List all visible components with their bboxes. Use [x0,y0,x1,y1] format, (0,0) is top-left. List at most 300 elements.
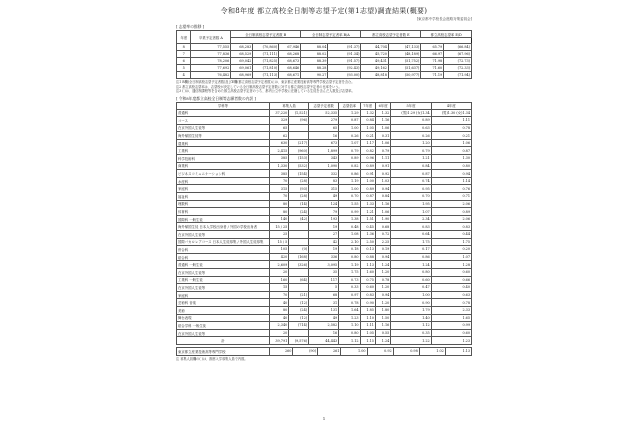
cell-app: 336 [309,253,339,261]
cell-y6: 1.24 [375,261,390,269]
cell-a: 77,692 [191,65,231,72]
cell-y7: 0.96 [360,155,375,163]
cell-app: 19 [309,246,339,254]
cell-ratio: 0.99 [339,208,360,216]
cell-y7: 1.21 [360,208,375,216]
tech-y7: 0.92 [367,347,393,355]
cell-y6: 1.50 [375,314,390,322]
cell-cap: 2,609 [270,261,289,269]
cell-cap: 329 [270,117,289,125]
cell-ratio: 0.48 [339,223,360,231]
cell-capp: (24) [289,306,309,314]
cell-y5: 0.35 [391,329,431,337]
cell-capp: (532) [289,162,309,170]
cell-y6: 0.55 [375,329,390,337]
cell-y5: 1.40 [391,314,431,322]
cell-y5: 0.26 [391,132,431,140]
trend-table [176,30,472,79]
cell-capp [289,284,309,292]
cell-app: 31 [309,299,339,307]
cell-name: 海外帰国生徒等 [177,132,270,140]
cell-y6: 0.31 [375,132,390,140]
cell-cap: 385 [270,170,289,178]
cell-ep: (50,977) [388,72,420,79]
cell-app: 2,582 [309,322,339,330]
header-applicants: 志望予定者数 [309,102,339,109]
cell-y7: 0.89 [360,162,375,170]
cell-y4: 0.60 [431,329,471,337]
cell-y6: 1.20 [375,284,390,292]
cell-ep: (51,752) [388,58,420,65]
cell-y7: 0.87 [360,193,375,201]
cell-capp: (12) [289,299,309,307]
cell-ratio: 0.70 [339,193,360,201]
cell-y6: 0.94 [375,291,390,299]
cell-capp: (28) [289,177,309,185]
cell-y6: 0.94 [375,185,390,193]
table-row [177,185,472,193]
tech-y4: 1.13 [445,347,471,355]
cell-y5: 0.86 [391,253,431,261]
cell-capp: (24) [289,208,309,216]
cell-cap: 15 / 5 [270,238,289,246]
cell-y5: 0.84 [391,162,431,170]
cell-name: 家庭科 [177,291,270,299]
cell-y5: 1.79 [391,306,431,314]
cell-ratio: 1.29 [339,109,360,117]
table-row [177,44,472,51]
cell-y7: 1.00 [360,177,375,185]
cell-cap: 15 [270,284,289,292]
cell-app: 673 [309,139,339,147]
cell-y4: 1.06 [431,139,471,147]
cell-name: 科学技術科 [177,155,270,163]
cell-capp: (42) [289,215,309,223]
cell-capp: (960) [289,147,309,155]
cell-y6: 0.91 [375,162,390,170]
cell-capp: (217) [289,139,309,147]
cell-y5: 0.64 [391,231,431,239]
cell-y4: 1.28 [431,261,471,269]
cell-ratio: 1.55 [339,200,360,208]
page-number: 1 [322,416,326,421]
cell-name: 総合科 [177,253,270,261]
cell-capp [289,238,309,246]
cell-y6: 1.20 [375,268,390,276]
cell-name: 工業科 [177,147,270,155]
table-row [177,162,472,170]
cell-cap: 105 [270,246,289,254]
cell-a: 78,206 [191,58,231,65]
cell-y5: 0.79 [391,147,431,155]
cell-ratio: 1.00 [339,124,360,132]
cell-capp [289,268,309,276]
cell-y7: 0.75 [360,276,375,284]
header-e: 都立高校志望予定者数 E [361,31,421,38]
cell-name: 在京外国人生徒等 [177,124,270,132]
cell-name: 芸術科 音楽 [177,299,270,307]
table-row [177,117,472,125]
section2-note: 注 募集人員欄の( )は、推薦入学募集人員で内数。 [176,356,248,361]
cell-ep: (48,189) [388,51,420,58]
cell-ratio: 1.19 [339,261,360,269]
cell-y4: 1.11 [431,117,471,125]
header-dept: 学科等 [177,102,270,109]
tech-capp: (90) [293,347,318,355]
breakdown-table [176,102,472,345]
cell-y4: 0.71 [431,193,471,201]
cell-r: 88.04 [301,44,328,51]
cell-name: 国際バカロレアコース 日本人生徒募集 / 外国人生徒募集 [177,238,270,246]
section1-notes [176,80,472,94]
cell-capp [289,124,309,132]
cell-name: 国際科 一般生徒 [177,215,270,223]
cell-ratio: 0.78 [339,299,360,307]
cell-capp: (96) [289,117,309,125]
cell-r: 88.28 [301,65,328,72]
cell-y4: 2.33 [431,306,471,314]
cell-cap: 315 [270,185,289,193]
cell-cap: 420 [270,253,289,261]
table-row [177,268,472,276]
table-row [177,337,472,345]
cell-e: 49,162 [361,65,389,72]
cell-capp: (153) [289,155,309,163]
cell-name: 水産科 [177,177,270,185]
cell-app: 79 [309,208,339,216]
cell-ratio: 0.86 [339,170,360,178]
cell-a: 77,555 [191,44,231,51]
cell-ratio: 0.80 [339,329,360,337]
cell-year: 6 [177,58,191,65]
cell-rp: (91.34) [328,51,361,58]
cell-y5: 0.80 [391,268,431,276]
table-row [177,284,472,292]
cell-y7: 0.13 [360,246,375,254]
cell-y5: 1.75 [391,238,431,246]
cell-y6: 0.92 [375,170,390,178]
cell-app: 49 [309,193,339,201]
cell-y7: 2.50 [360,238,375,246]
header-year: 年度 [177,31,191,44]
cell-y4: 0.80 [431,162,471,170]
table-row [177,261,472,269]
cell-y6: 1.16 [375,322,390,330]
cell-y6: 0.79 [375,147,390,155]
cell-app: 16 [309,329,339,337]
cell-capp: (28) [289,193,309,201]
cell-y6: 1.06 [375,124,390,132]
cell-cap: 80 [270,208,289,216]
cell-r: 88.02 [301,51,328,58]
tech-app: 261 [318,347,341,355]
cell-y6: 2.25 [375,238,390,246]
cell-cap: 40 [270,299,289,307]
cell-y4: 2.06 [431,200,471,208]
table-row [177,276,472,284]
cell-capp [289,223,309,231]
document-title: 令和8年度 都立高校全日制等志望予定(第1志望)調査結果(概要) [220,7,428,15]
cell-y7: 1.85 [360,306,375,314]
cell-app: 44,443 [309,337,339,345]
cell-ratio: 0.79 [339,147,360,155]
cell-capp: (168) [289,253,309,261]
cell-y5: 0.95 [391,185,431,193]
cell-y4: 0.83 [431,223,471,231]
cell-b2: 67,946 [279,44,301,51]
cell-ed: 71.60 [421,65,444,72]
table-row [177,329,472,337]
table-row [177,322,472,330]
table-row [177,200,472,208]
cell-cap: 40 [270,314,289,322]
cell-y7: 1.36 [360,231,375,239]
cell-y7: 1.11 [360,322,375,330]
header-capacity: 募集人員 [270,102,309,109]
cell-b2: 68,268 [279,51,301,58]
cell-y5: 1.20 [391,139,431,147]
cell-cap: 20 [270,329,289,337]
cell-app: 332 [309,170,339,178]
table-row [177,177,472,185]
tech-name: 東京都立産業技術高等専門学校 [177,347,270,355]
table-row [177,238,472,246]
cell-y7: 0.21 [360,132,375,140]
header-ratio: 志望倍率 [339,102,360,109]
cell-y4: 0.20 [431,246,471,254]
cell-cap: 70 [270,291,289,299]
cell-app: 83 [309,177,339,185]
tech-ratio: 1.00 [341,347,367,355]
cell-app: 1,090 [309,162,339,170]
cell-name: 舞台表現 [177,314,270,322]
cell-year: 5 [177,65,191,72]
cell-cap: 1,330 [270,162,289,170]
cell-ratio: 0.26 [339,132,360,140]
cell-ratio: 1.12 [339,337,360,345]
cell-name: 在京外国人生徒等 [177,284,270,292]
cell-app: 3,095 [309,261,339,269]
cell-y6: 1.06 [375,208,390,216]
cell-y4: 1.07 [431,253,471,261]
cell-y4: 0.99 [431,322,471,330]
table-row [177,58,472,65]
cell-y7: 1.60 [360,268,375,276]
cell-cap: 2,415 [270,147,289,155]
cell-name: 総合学科 一般生徒 [177,322,270,330]
cell-y5: 0.63 [391,124,431,132]
cell-b: 69,042 [231,58,253,65]
cell-name: 普通科 一般生徒 [177,261,270,269]
cell-y7: 1.05 [360,124,375,132]
cell-y5: (男)1.29 (女)1.34 [391,109,431,117]
tech-y6: 0.98 [393,347,419,355]
cell-bp: (70,860) [253,44,279,51]
cell-y7: 0.82 [360,147,375,155]
cell-capp [289,231,309,239]
cell-b: 68,969 [231,72,253,79]
header-y4: 4年度 [431,102,471,109]
cell-cap: 70 [270,193,289,201]
cell-y5: 0.60 [391,276,431,284]
cell-b2: 68,673 [279,58,301,65]
cell-ratio: 1.64 [339,306,360,314]
cell-edp: (67.96) [444,51,472,58]
note-2: 注2 都立高校志望率は、志望校が決定している全日制高校志望予定者数に対する都立高校志望予定者の比率をいう。 [176,84,342,89]
cell-y7: 0.83 [360,291,375,299]
cell-r: 88.39 [301,58,328,65]
cell-app: 1,899 [309,147,339,155]
table-row [177,51,472,58]
cell-cap: 39,791 [270,337,289,345]
cell-ratio: 1.07 [339,139,360,147]
cell-y7: 1.32 [360,109,375,117]
table-row [177,253,472,261]
cell-app: 315 [309,185,339,193]
cell-y7: 1.10 [360,314,375,322]
cell-capp: (154) [289,170,309,178]
cell-app: 49 [309,314,339,322]
cell-app: 35 [309,268,339,276]
table-row [177,72,472,79]
cell-y4: 0.40 [431,284,471,292]
cell-edp: (72.73) [444,58,472,65]
cell-cap: 140 [270,215,289,223]
header-a: 卒業予定者数 A [191,31,231,44]
cell-ratio: 0.82 [339,162,360,170]
cell-y4: 0.66 [431,276,471,284]
header-ba: 全日制志望予定者率 B/A [301,31,361,38]
cell-ed: 66.97 [421,51,444,58]
cell-cap: 385 [270,155,289,163]
header-ed: 都立高校志望率 E/D [421,31,472,38]
cell-y7: 1.15 [360,337,375,345]
cell-edp: (72.33) [444,65,472,72]
cell-year: 8 [177,44,191,51]
cell-y7: 1.05 [360,329,375,337]
cell-name: 工業科 一般生徒 [177,276,270,284]
cell-ratio: 1.08 [339,231,360,239]
cell-y4: 1.14 [431,177,471,185]
cell-app: 5 [309,284,339,292]
table-row [177,139,472,147]
cell-y4: 0.76 [431,185,471,193]
cell-capp: (0) [289,246,309,254]
cell-y4: 0.63 [431,291,471,299]
cell-name: 在京外国人生徒等 [177,268,270,276]
cell-app: 65 [309,124,339,132]
cell-y4: 0.44 [431,231,471,239]
cell-name: コース [177,117,270,125]
cell-app: 193 [309,215,339,223]
cell-y6: 0.84 [375,193,390,201]
cell-rp: (93.00) [328,72,361,79]
cell-app: 68 [309,291,339,299]
cell-y5: 0.89 [391,117,431,125]
cell-y4: 0.21 [431,132,471,140]
cell-ratio: 0.18 [339,246,360,254]
cell-app: 42 [309,238,339,246]
cell-name: 商業科 [177,162,270,170]
cell-y6: 0.19 [375,246,390,254]
cell-y7: 1.33 [360,200,375,208]
section2-label: [ 令和8年度都立高校全日制等志願者数の内訳 ] [176,95,256,101]
cell-bp: (71,825) [253,58,279,65]
cell-ratio: 0.97 [339,291,360,299]
tech-y5: 1.02 [419,347,445,355]
cell-rp: (91.57) [328,58,361,65]
cell-y6: 1.03 [375,177,390,185]
table-row [177,215,472,223]
table-row [177,231,472,239]
table-row [177,314,472,322]
cell-y7: 0.88 [360,253,375,261]
table-row [177,170,472,178]
cell-capp: (326) [289,261,309,269]
cell-ratio: 2.10 [339,238,360,246]
cell-y4: 0.87 [431,147,471,155]
cell-y4: 0.94 [431,170,471,178]
cell-y5: 1.07 [391,208,431,216]
cell-y6: 1.90 [375,215,390,223]
cell-ed: 71.19 [421,72,444,79]
cell-ratio: 1.75 [339,268,360,276]
cell-capp: (714) [289,322,309,330]
table-row [177,306,472,314]
table-row [177,246,472,254]
cell-y7: 0.89 [360,185,375,193]
cell-y5: 0.83 [391,223,431,231]
cell-y6: 1.16 [375,200,390,208]
cell-ed: 71.98 [421,58,444,65]
cell-b2: 68,671 [279,72,301,79]
cell-capp: (1,521) [289,109,309,117]
cell-e: 44,704 [361,44,389,51]
cell-e: 45,720 [361,51,389,58]
cell-e: 48,818 [361,72,389,79]
cell-bp: (71,111) [253,51,279,58]
cell-bp: (71,113) [253,72,279,79]
cell-y5: 0.17 [391,246,431,254]
cell-y5: 1.21 [391,155,431,163]
cell-capp: (64) [289,276,309,284]
header-b: 全日制高校志望予定者数 B [231,31,301,38]
cell-b: 68,283 [231,44,253,51]
cell-y5: 0.74 [391,177,431,185]
cell-y4: 0.89 [431,208,471,216]
cell-y5: 0.70 [391,193,431,201]
cell-y5: 1.22 [391,337,431,345]
cell-cap: 65 [270,124,289,132]
cell-ratio: 1.19 [339,177,360,185]
cell-y6: 0.78 [375,276,390,284]
tech-table [176,347,472,356]
cell-y5: 2.34 [391,215,431,223]
cell-y4: 0.60 [431,268,471,276]
cell-ratio: 0.80 [339,253,360,261]
cell-app: 117 [309,276,339,284]
cell-rp: (92.43) [328,65,361,72]
cell-cap: 80 [270,200,289,208]
cell-bp: (71,810) [253,65,279,72]
cell-e: 49,431 [361,58,389,65]
cell-name: 海外帰国生徒 日本人学校出身者 / 外国の学校出身者 [177,223,270,231]
cell-name: 福祉科 [177,193,270,201]
cell-b: 68,529 [231,51,253,58]
cell-y4: (男)1.30 (女)1.34 [431,109,471,117]
cell-y7: 0.84 [360,117,375,125]
table-row [177,65,472,72]
